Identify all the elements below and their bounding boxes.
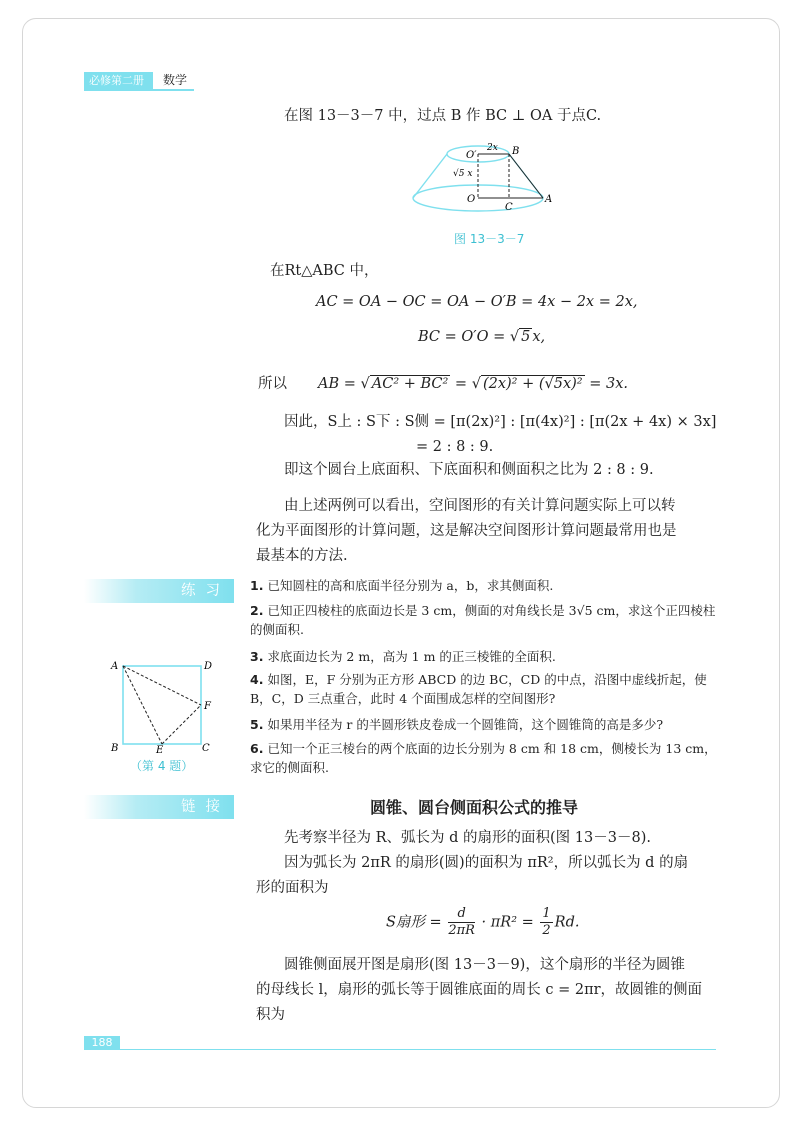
exercise-text: 已知正四棱柱的底面边长是 3 cm，侧面的对角线长是 3√5 cm，求这个正四棱柱的侧面积. [250, 603, 716, 637]
formula-fraction-1 [448, 906, 475, 939]
exercise-section-bar [84, 579, 234, 603]
exercise-item [250, 715, 720, 734]
link-paragraph-2-line-1: 因为弧长为 2πR 的扇形(圆)的面积为 πR²，所以弧长为 d 的扇 [284, 855, 689, 871]
link-paragraph-3-line-3: 积为 [256, 1007, 285, 1023]
exercise-num: 6. [250, 741, 264, 756]
label-f: F [204, 701, 211, 712]
link-paragraph-3-line-2: 的母线长 l，扇形的弧长等于圆锥底面的周长 c = 2πr，故圆锥的侧面 [256, 982, 703, 998]
formula-fraction-2 [540, 906, 552, 939]
equation-bc-right: x, [532, 329, 546, 345]
equation-ab: AB = √ AC² + BC² = √ (2x)² + (√5x)² = 3x. [318, 376, 629, 392]
exercise-num: 2. [250, 603, 264, 618]
frustum-left-edge [413, 154, 447, 198]
summary-line-2: 化为平面图形的计算问题，这是解决空间图形计算问题最常用也是 [256, 523, 677, 539]
link-paragraph-2-line-2: 形的面积为 [256, 880, 329, 896]
link-section-bar [84, 795, 234, 819]
fold-ae [123, 666, 162, 744]
exercise-text: 如果用半径为 r 的半圆形铁皮卷成一个圆锥筒，这个圆锥筒的高是多少? [267, 717, 664, 732]
triangle-intro: 在Rt△ABC 中， [270, 263, 379, 279]
fold-af [123, 666, 201, 705]
exercise-num: 3. [250, 649, 264, 664]
label-a: A [111, 661, 119, 672]
link-title: 圆锥、圆台侧面积公式的推导 [370, 798, 579, 817]
link-paragraph-1: 先考察半径为 R、弧长为 d 的扇形的面积(图 13－3－8). [284, 830, 651, 846]
page-number: 188 [84, 1036, 120, 1050]
exercise-text: 求底面边长为 2 m，高为 1 m 的正三棱锥的全面积. [267, 649, 556, 664]
so-label: 所以 [258, 376, 287, 392]
label-c: C [505, 202, 513, 213]
book-label: 必修第二册 [84, 72, 153, 89]
exercise-num: 4. [250, 672, 264, 687]
segment-ab [509, 154, 543, 198]
ratio-line-1: 因此，S上 : S下 : S侧 = [π(2x)²] : [π(4x)²] : [π(2x + 4x) × 3x] [284, 414, 717, 430]
label-e: E [156, 745, 164, 754]
exercise-figure-caption: （第 4 题） [130, 759, 194, 773]
formula-right: Rd. [554, 914, 580, 931]
figure-13-3-7-caption: 图 13－3－7 [454, 232, 525, 246]
sector-area-formula [386, 906, 579, 946]
exercise-item [250, 739, 720, 777]
frustum-figure [405, 140, 565, 218]
label-o: O [467, 194, 476, 205]
formula-numerator-1: d [448, 906, 475, 923]
exercise-text: 如图，E，F 分别为正方形 ABCD 的边 BC，CD 的中点，沿图中虚线折起，使 B，C，D 三点重合，此时 4 个面围成怎样的空间图形? [250, 672, 707, 706]
exercise-num: 5. [250, 717, 264, 732]
label-c: C [202, 743, 210, 754]
exercise-text: 已知圆柱的高和底面半径分别为 a，b，求其侧面积. [267, 578, 554, 593]
equation-ac: AC = OA − OC = OA − O′B = 4x − 2x = 2x, [316, 294, 638, 310]
label-d: D [204, 661, 213, 672]
exercise-item [250, 576, 720, 595]
formula-left: S扇形 = [386, 914, 447, 931]
exercise-item [250, 647, 720, 666]
summary-line-3: 最基本的方法. [256, 548, 348, 564]
footer-rule [84, 1049, 716, 1050]
equation-ab-left: AB = [318, 376, 361, 392]
label-b: B [111, 743, 119, 754]
label-2x: 2x [487, 143, 498, 153]
header-rule [84, 89, 194, 91]
square-abcd [123, 666, 201, 744]
equation-bc-root: 5 [521, 329, 531, 345]
label-b: B [512, 146, 520, 157]
exercise-num: 1. [250, 578, 264, 593]
equation-ab-root2: (2x)² + (√5x)² [482, 376, 583, 392]
intro-line: 在图 13－3－7 中，过点 B 作 BC ⊥ OA 于点C. [284, 108, 602, 124]
square-fold-figure [106, 656, 216, 754]
link-section-label: 链接 [181, 799, 230, 815]
ratio-line-2: = 2 : 8 : 9. [416, 439, 494, 455]
exercise-section-label: 练习 [181, 583, 230, 599]
label-a: A [545, 194, 553, 205]
subject-label: 数学 [163, 73, 188, 87]
exercise-text: 已知一个正三棱台的两个底面的边长分别为 8 cm 和 18 cm，侧棱长为 13 cm，求它的侧面积. [250, 741, 717, 775]
equation-bc: BC = O′O = √ 5 x, [418, 329, 546, 345]
equation-ab-right: = 3x. [584, 376, 629, 392]
link-paragraph-3-line-1: 圆锥侧面展开图是扇形(图 13－3－9)，这个扇形的半径为圆锥 [284, 957, 685, 973]
formula-numerator-2: 1 [542, 906, 551, 921]
formula-mid: · πR² = [476, 914, 539, 931]
fold-ef [162, 705, 201, 744]
equation-ab-mid: = [450, 376, 472, 392]
formula-denominator-2: 2 [542, 923, 551, 938]
equation-bc-left: BC = O′O = [418, 329, 510, 345]
summary-line-1: 由上述两例可以看出，空间图形的有关计算问题实际上可以转 [284, 498, 676, 514]
equation-ab-root1: AC² + BC² [371, 376, 449, 392]
label-sqrt5x: √5 x [453, 169, 473, 179]
exercise-item [250, 601, 720, 639]
exercise-item [250, 670, 720, 708]
formula-denominator-1: 2πR [448, 923, 475, 938]
ratio-conclusion: 即这个圆台上底面积、下底面积和侧面积之比为 2 : 8 : 9. [284, 462, 654, 478]
label-o-prime: O′ [466, 150, 477, 161]
